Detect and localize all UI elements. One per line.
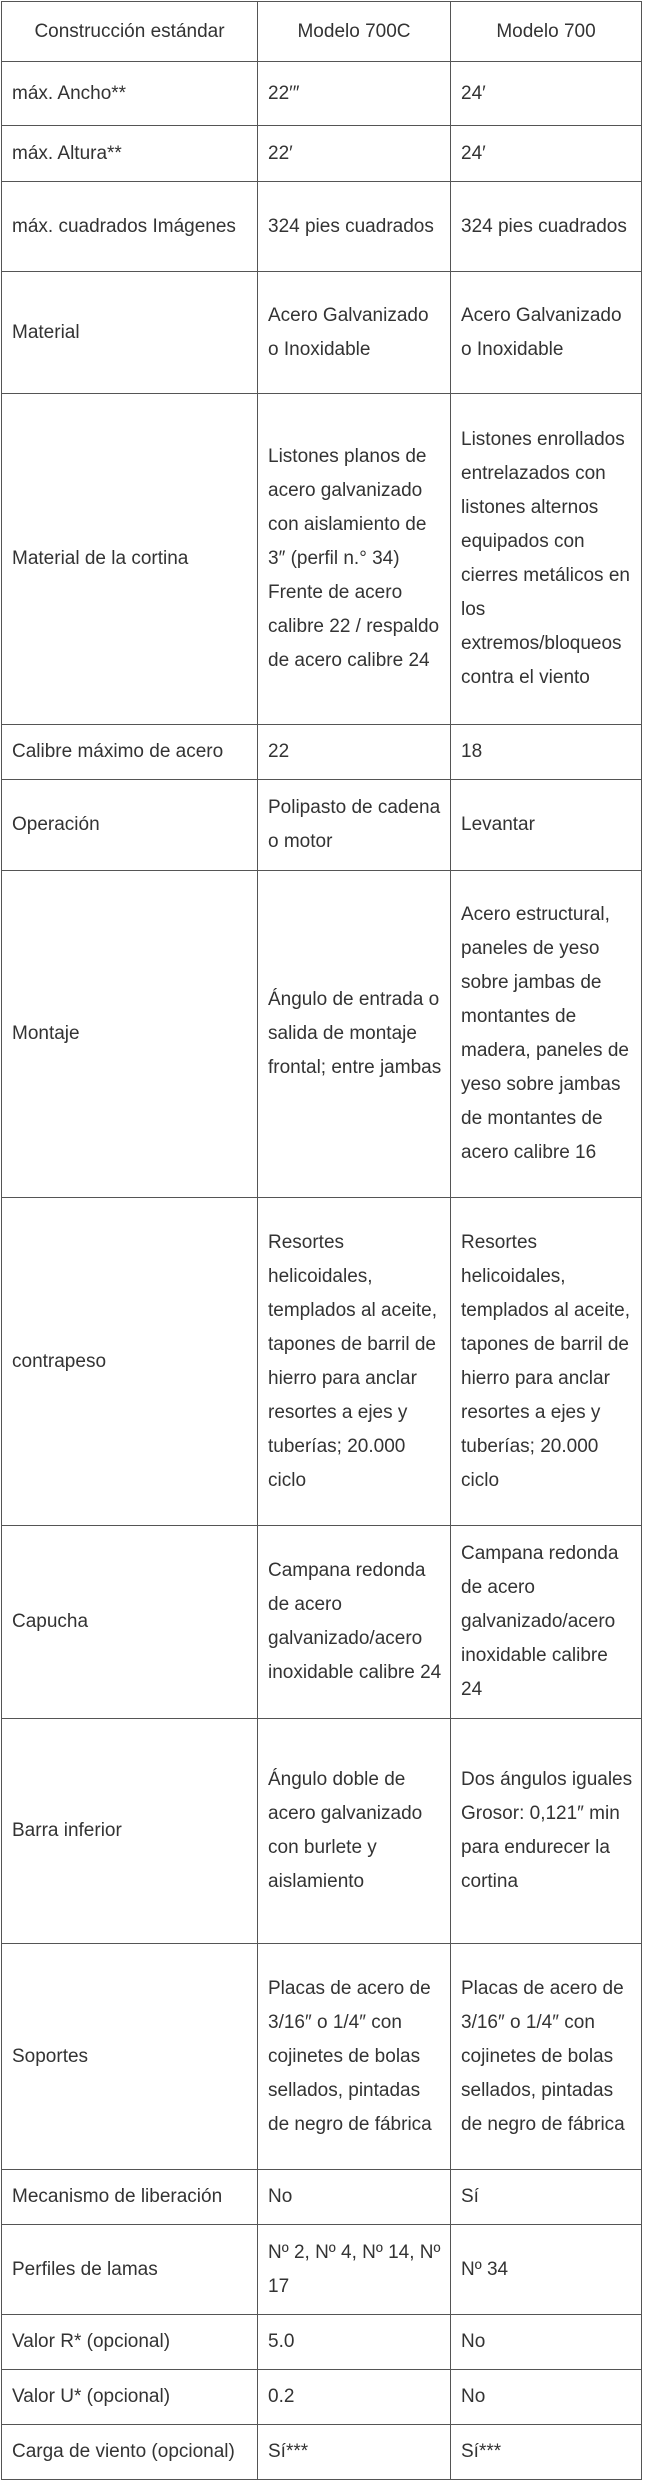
column-header-construction: Construcción estándar (2, 2, 258, 62)
row-label: Mecanismo de liberación (2, 2170, 258, 2225)
cell-value: Campana redonda de acero galvanizado/acero inoxidable calibre 24 (461, 1543, 619, 1700)
cell-value: Placas de acero de 3/16″ o 1/4″ con cojinetes de bolas sellados, pintadas de negro de fábrica (268, 1977, 432, 2135)
table-header (2, 2, 642, 62)
cell-value: Sí (461, 2186, 479, 2207)
cell-700 (451, 2225, 642, 2315)
cell-700 (451, 182, 642, 272)
cell-value: 22′″ (268, 82, 300, 104)
cell-value: Sí*** (461, 2441, 502, 2462)
cell-700 (451, 1526, 642, 1719)
cell-value: 24′ (461, 82, 486, 104)
cell-700c (258, 394, 451, 725)
cell-value: No (461, 2386, 486, 2407)
row-label: Valor R* (opcional) (2, 2315, 258, 2370)
cell-700 (451, 1198, 642, 1526)
table-row (2, 1198, 642, 1526)
cell-700c (258, 62, 451, 126)
cell-value: Acero estructural, paneles de yeso sobre jambas de montantes de madera, paneles de yeso sobre jambas de montantes de acero calibre 16 (461, 904, 629, 1163)
cell-700 (451, 62, 642, 126)
table-row (2, 2170, 642, 2225)
cell-value: 5.0 (268, 2331, 295, 2352)
cell-value: 22 (268, 741, 290, 762)
cell-700 (451, 1719, 642, 1944)
row-label: Perfiles de lamas (2, 2225, 258, 2315)
row-label: Material (2, 272, 258, 394)
table-row (2, 780, 642, 871)
row-label: Calibre máximo de acero (2, 725, 258, 780)
cell-700c (258, 2370, 451, 2425)
row-label: máx. Altura** (2, 126, 258, 182)
cell-700c (258, 871, 451, 1198)
table-row (2, 2315, 642, 2370)
cell-700 (451, 126, 642, 182)
row-label: Valor U* (opcional) (2, 2370, 258, 2425)
cell-value: Nº 34 (461, 2258, 509, 2280)
table-row (2, 1526, 642, 1719)
cell-700 (451, 780, 642, 871)
row-label: Soportes (2, 1944, 258, 2170)
cell-value: Acero Galvanizado o Inoxidable (268, 304, 429, 360)
cell-700c (258, 1198, 451, 1526)
table-row (2, 871, 642, 1198)
row-label: contrapeso (2, 1198, 258, 1526)
cell-700 (451, 2370, 642, 2425)
cell-value: Nº 2, Nº 4, Nº 14, Nº 17 (268, 2241, 441, 2297)
row-label: Montaje (2, 871, 258, 1198)
cell-value: Resortes helicoidales, templados al aceite, tapones de barril de hierro para anclar resortes a ejes y tuberías; 20.000 ciclo (268, 1231, 437, 1491)
row-label: Material de la cortina (2, 394, 258, 725)
cell-value: 324 pies cuadrados (461, 215, 627, 237)
table-row (2, 725, 642, 780)
cell-700 (451, 1944, 642, 2170)
cell-700c (258, 272, 451, 394)
cell-value: Ángulo de entrada o salida de montaje frontal; entre jambas (268, 989, 442, 1078)
cell-value: Levantar (461, 814, 535, 835)
cell-value: 0.2 (268, 2386, 295, 2407)
row-label: Barra inferior (2, 1719, 258, 1944)
cell-value: Listones planos de acero galvanizado con aislamiento de 3″ (perfil n.° 34) Frente de acero calibre 22 / respaldo de acero calibre 24 (268, 446, 440, 671)
cell-value: Dos ángulos iguales Grosor: 0,121″ min para endurecer la cortina (461, 1769, 633, 1892)
table-row (2, 2370, 642, 2425)
row-label: máx. Ancho** (2, 62, 258, 126)
cell-value: Placas de acero de 3/16″ o 1/4″ con cojinetes de bolas sellados, pintadas de negro de fábrica (461, 1977, 625, 2135)
table-row (2, 394, 642, 725)
cell-value: No (268, 2186, 293, 2207)
cell-value: Polipasto de cadena o motor (268, 797, 441, 852)
cell-700c (258, 2225, 451, 2315)
row-label: Carga de viento (opcional) (2, 2425, 258, 2480)
table-row (2, 182, 642, 272)
cell-700 (451, 2425, 642, 2480)
table-row (2, 1944, 642, 2170)
cell-700 (451, 2315, 642, 2370)
cell-700 (451, 394, 642, 725)
cell-700 (451, 725, 642, 780)
cell-value: No (461, 2331, 486, 2352)
cell-700c (258, 1944, 451, 2170)
table-row (2, 62, 642, 126)
table-row (2, 2425, 642, 2480)
cell-700c (258, 2315, 451, 2370)
cell-value: 24′ (461, 142, 486, 164)
cell-value: Campana redonda de acero galvanizado/acero inoxidable calibre 24 (268, 1560, 442, 1683)
cell-value: 22′ (268, 142, 293, 164)
table-row (2, 126, 642, 182)
cell-700c (258, 2170, 451, 2225)
cell-700 (451, 871, 642, 1198)
row-label: máx. cuadrados Imágenes (2, 182, 258, 272)
cell-700c (258, 126, 451, 182)
cell-value: Sí*** (268, 2441, 309, 2462)
header-row (2, 2, 642, 62)
cell-700c (258, 182, 451, 272)
cell-value: Acero Galvanizado o Inoxidable (461, 304, 622, 360)
column-header-model-700c: Modelo 700C (258, 2, 451, 62)
spec-table (1, 1, 642, 2480)
cell-value: Listones enrollados entrelazados con listones alternos equipados con cierres metálicos en los extremos/bloqueos contra el viento (461, 429, 630, 688)
cell-value: Resortes helicoidales, templados al aceite, tapones de barril de hierro para anclar resortes a ejes y tuberías; 20.000 ciclo (461, 1231, 630, 1491)
cell-700 (451, 2170, 642, 2225)
table-row (2, 1719, 642, 1944)
cell-700c (258, 780, 451, 871)
cell-value: Ángulo doble de acero galvanizado con burlete y aislamiento (268, 1769, 423, 1892)
row-label: Capucha (2, 1526, 258, 1719)
table-row (2, 2225, 642, 2315)
cell-700c (258, 2425, 451, 2480)
row-label: Operación (2, 780, 258, 871)
cell-700c (258, 1526, 451, 1719)
column-header-model-700: Modelo 700 (451, 2, 642, 62)
cell-700c (258, 1719, 451, 1944)
cell-value: 324 pies cuadrados (268, 215, 434, 237)
cell-700 (451, 272, 642, 394)
cell-value: 18 (461, 741, 483, 762)
table-row (2, 272, 642, 394)
cell-700c (258, 725, 451, 780)
table-body (2, 62, 642, 2480)
